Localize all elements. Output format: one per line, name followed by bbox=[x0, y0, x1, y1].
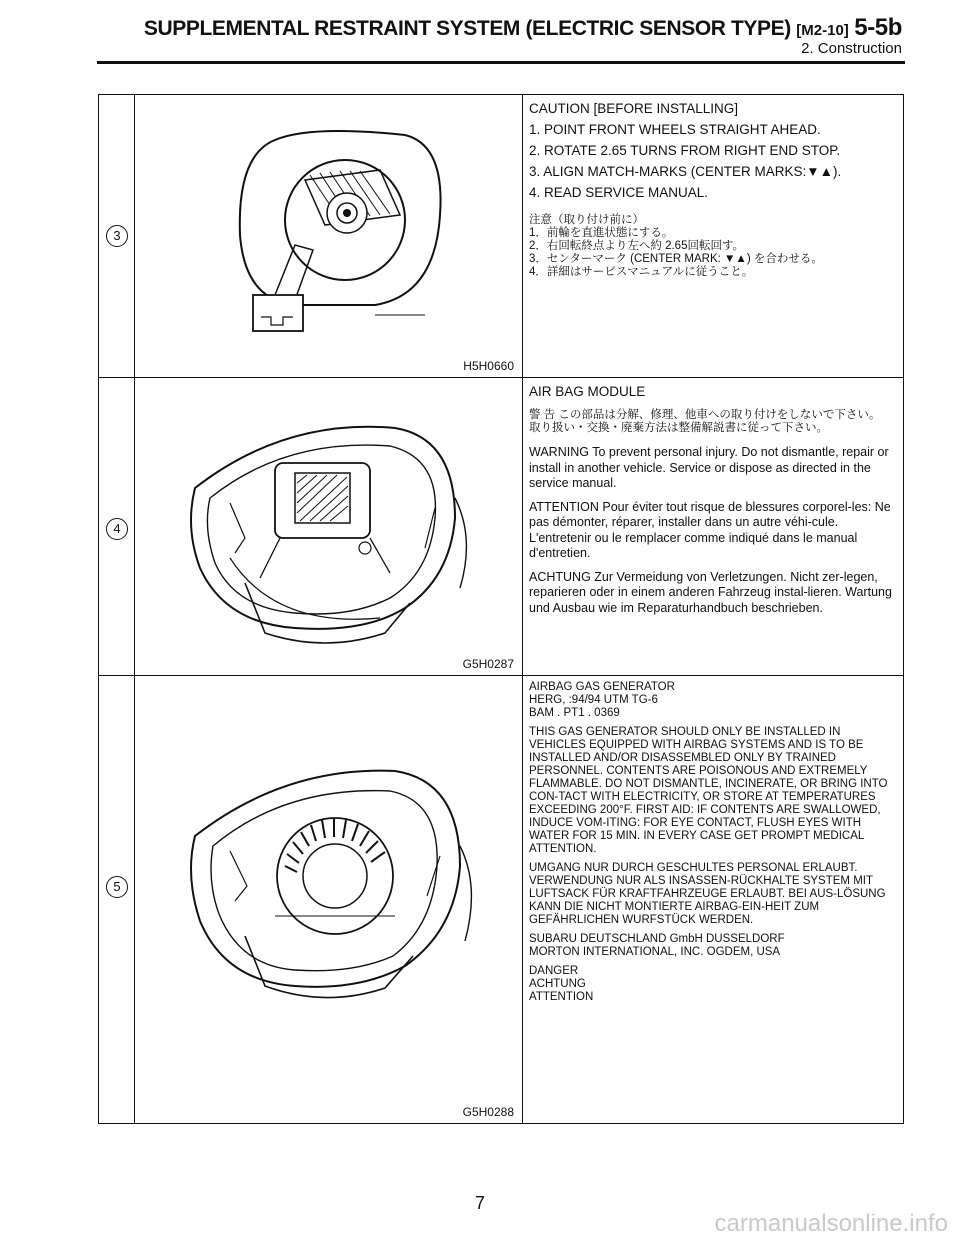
warning-english: WARNING To prevent personal injury. Do not dismantle, repair or install in another vehicle. Service or dispose as directed in the service manual. bbox=[529, 445, 889, 490]
page-subtitle: 2. Construction bbox=[801, 40, 902, 57]
jp-line-1: 注意（取り付け前に） bbox=[529, 214, 644, 226]
image-code: G5H0288 bbox=[462, 1105, 514, 1119]
image-code: G5H0287 bbox=[462, 657, 514, 671]
manufacturer-info: SUBARU DEUTSCHLAND GmbH DUSSELDORF MORTON INTERNATIONAL, INC. OGDEM, USA bbox=[529, 933, 785, 958]
label-table bbox=[98, 94, 904, 1124]
row-number-cell bbox=[99, 378, 135, 675]
row-number: 3 bbox=[106, 225, 128, 247]
label-text-cell bbox=[523, 378, 903, 675]
label-illustration-cell bbox=[135, 378, 523, 675]
gas-generator-warning-german: UMGANG NUR DURCH GESCHULTES PERSONAL ERLAUBT. VERWENDUNG NUR ALS INSASSEN-RÜCKHALTE SYSTEM MIT LUFTSACK FÜR KRAFTFAHRZEUGE ERLAUBT. BEI AUS-LÖSUNG KANN DIE NICHT MONTIERTE AIRBAG-EIN-HEIT ZUM GEFÄHRLICHEN WURFSTÜCK WERDEN. bbox=[529, 862, 886, 926]
label-text-cell bbox=[523, 95, 903, 377]
caution-line-2: 2. ROTATE 2.65 TURNS FROM RIGHT END STOP. bbox=[529, 143, 841, 158]
title-code: [M2-10] bbox=[796, 22, 849, 39]
row-number: 5 bbox=[106, 876, 128, 898]
danger-labels: DANGER ACHTUNG ATTENTION bbox=[529, 965, 594, 1003]
gas-generator-warning-english: THIS GAS GENERATOR SHOULD ONLY BE INSTALLED IN VEHICLES EQUIPPED WITH AIRBAG SYSTEMS AND IS TO BE INSTALLED AND/OR DISASSEMBLED ONLY BY TRAINED PERSONNEL. CONTENTS ARE POISONOUS AND EXTREMELY FLAMMABLE. DO NOT DISMANTLE, INCINERATE, OR BRING INTO CON-TACT WITH ELECTRICITY, OR STORE AT TEMPERATURES EXCEEDING 200°F. FIRST AID: IF CONTENTS ARE SWALLOWED, INDUCE VOM-ITING: FOR EYE CONTACT, FLUSH EYES WITH WATER FOR 15 MIN. IN EVERY CASE GET PROMPT MEDICAL ATTENTION. bbox=[529, 726, 888, 855]
airbag-module-illustration bbox=[135, 378, 523, 674]
jp-line-2: 1．前輪を直進状態にする。 bbox=[529, 227, 674, 239]
achtung-german: ACHTUNG Zur Vermeidung von Verletzungen. Nicht zer-legen, reparieren oder in einem anderen Fahrzeug instal-lieren. Wartung und Ausbau wie im Reparaturhandbuch beschrieben. bbox=[529, 569, 892, 615]
header-rule bbox=[97, 61, 905, 64]
jp-warning-line-1: 警 告 この部品は分解、修理、他車への取り付けをしないで下さい。 bbox=[529, 409, 881, 421]
japanese-warning bbox=[529, 409, 897, 435]
jp-warning-line-2: 取り扱い・交換・廃棄方法は整備解説書に従って下さい。 bbox=[529, 422, 828, 434]
caution-line-4: 4. READ SERVICE MANUAL. bbox=[529, 185, 709, 200]
section-number: 5-5b bbox=[854, 14, 902, 41]
page-header bbox=[0, 0, 960, 70]
row-number-cell bbox=[99, 95, 135, 377]
label-text-cell bbox=[523, 676, 903, 1123]
page-title bbox=[144, 14, 902, 42]
watermark: carmanualsonline.info bbox=[714, 1210, 948, 1237]
row-number: 4 bbox=[106, 518, 128, 540]
table-row-4 bbox=[99, 378, 903, 676]
label-illustration-cell bbox=[135, 95, 523, 377]
japanese-caution bbox=[529, 214, 897, 279]
attention-french: ATTENTION Pour éviter tout risque de blessures corporel-les: Ne pas démonter, réparer, installer dans un autre véhi-cule. L'entretenir ou le remplacer comme indiqué dans le manual d'entretien. bbox=[529, 499, 891, 560]
airbag-gas-generator-illustration bbox=[135, 676, 523, 1121]
caution-title: CAUTION [BEFORE INSTALLING] bbox=[529, 101, 739, 116]
label-illustration-cell bbox=[135, 676, 523, 1123]
jp-line-3: 2．右回転終点より左へ約 2.65回転回す。 bbox=[529, 240, 745, 252]
caution-line-1: 1. POINT FRONT WHEELS STRAIGHT AHEAD. bbox=[529, 122, 821, 137]
title-text: SUPPLEMENTAL RESTRAINT SYSTEM (ELECTRIC SENSOR TYPE) bbox=[143, 17, 791, 40]
table-row-3 bbox=[99, 95, 903, 378]
table-row-5 bbox=[99, 676, 903, 1123]
caution-line-3: 3. ALIGN MATCH-MARKS (CENTER MARKS:▼▲). bbox=[529, 164, 842, 179]
jp-line-4: 3．センターマーク (CENTER MARK: ▼▲) を合わせる。 bbox=[529, 253, 823, 265]
gas-generator-id: AIRBAG GAS GENERATOR HERG, :94/94 UTM TG-6 BAM . PT1 . 0369 bbox=[529, 681, 675, 719]
steering-roll-connector-illustration bbox=[135, 95, 523, 377]
module-title: AIR BAG MODULE bbox=[529, 384, 646, 399]
page-number: 7 bbox=[474, 1193, 485, 1213]
row-number-cell bbox=[99, 676, 135, 1123]
jp-line-5: 4．詳細はサービスマニュアルに従うこと。 bbox=[529, 266, 754, 278]
image-code: H5H0660 bbox=[463, 359, 514, 373]
